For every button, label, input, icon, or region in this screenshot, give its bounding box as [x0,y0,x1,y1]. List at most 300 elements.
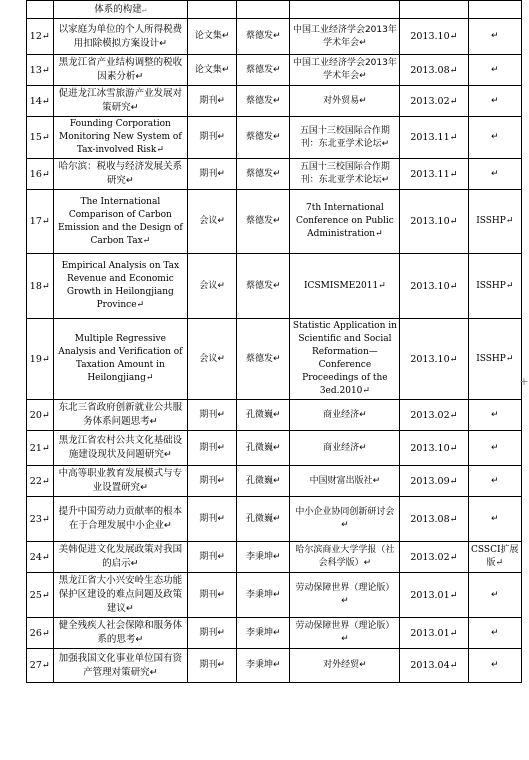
table-cell-no[interactable] [27,254,54,319]
paragraph-mark: ↵ [41,442,50,454]
paragraph-mark: ↵ [217,475,225,486]
cell-text: 黑龙江省大小兴安岭生态功能保护区建设的难点问题及政策建议 [58,575,183,614]
table-row [27,466,522,497]
table-cell-source[interactable] [290,86,400,117]
paragraph-mark: ↵ [273,280,281,291]
table-cell-date[interactable] [400,254,468,319]
table-cell-source[interactable] [290,159,400,190]
table-cell-no[interactable] [27,431,54,466]
table-cell-date[interactable] [400,190,468,254]
table-cell-date[interactable] [400,1,468,19]
cell-text: 孔微巍 [246,513,274,524]
table-row [27,254,522,319]
cell-text: 15 [29,132,42,143]
paragraph-mark: ↵ [359,37,367,48]
table-cell-type[interactable] [188,542,237,573]
paragraph-mark: ↵ [41,475,50,487]
cell-text: 哈尔滨：税收与经济发展关系研究 [58,161,183,186]
table-cell-date[interactable] [400,400,468,431]
paragraph-mark: ↵ [491,168,499,179]
table-cell-type[interactable] [188,1,237,19]
paragraph-mark: ↵ [130,102,139,113]
cell-text: Multiple Regressive Analysis and Verification of Taxation Amount in Heilongjiang [58,334,183,383]
paragraph-mark: ↵ [375,229,383,239]
cell-text: 中国工业经济学会2013年学术年会 [292,58,397,81]
cell-text: 东北三省政府创新就业公共服务体系问题思考 [58,402,183,427]
table-cell-note[interactable] [468,86,521,117]
table-cell-title[interactable] [53,400,187,431]
table-row [27,573,522,618]
cell-text: 期刊 [199,475,218,486]
table-row [27,431,522,466]
table-cell-title[interactable] [53,431,187,466]
cell-text: 李秉坤 [246,551,274,562]
cell-text: 哈尔滨商业大学学报（社会科学版） [295,545,395,568]
table-cell-source[interactable] [290,573,400,618]
table-cell-type[interactable] [188,573,237,618]
paragraph-mark: ↵ [221,64,230,75]
table-cell-date[interactable] [400,497,468,542]
paragraph-mark: ↵ [130,558,139,569]
cell-text: 16 [29,168,42,180]
cell-text: 2013.11 [410,168,450,180]
cell-text: 20 [29,409,42,421]
cell-text: 25 [29,589,42,601]
table-cell-title[interactable] [53,86,187,117]
paragraph-mark: ↵ [378,280,386,291]
cell-text: 7th International Conference on Public Administration [295,203,394,239]
table-cell-source[interactable] [290,19,400,55]
publication-table-body [27,1,522,683]
cell-text: Empirical Analysis on Tax Revenue and Economic Growth in Heilongjiang Province [61,261,180,310]
table-cell-source[interactable] [290,431,400,466]
paragraph-mark: ↵ [217,353,225,364]
table-cell-source[interactable] [290,190,400,254]
table-row [27,55,522,86]
paragraph-mark: ↵ [41,280,50,292]
publication-table [26,0,522,683]
table-cell-author[interactable] [237,618,290,649]
paragraph-mark: ↵ [41,551,50,563]
table-cell-type[interactable] [188,466,237,497]
table-cell-no[interactable] [27,542,54,573]
table-row [27,86,522,117]
table-cell-note[interactable] [468,19,521,55]
paragraph-mark: ↵ [41,64,50,76]
paragraph-mark: ↵ [149,416,158,427]
table-cell-source[interactable] [290,55,400,86]
table-cell-type[interactable] [188,19,237,55]
table-row [27,649,522,683]
table-cell-no[interactable] [27,1,54,19]
table-cell-source[interactable] [290,649,400,683]
table-cell-source[interactable] [290,618,400,649]
paragraph-mark: ↵ [341,520,349,530]
table-cell-type[interactable] [188,254,237,319]
paragraph-mark: ↵ [273,409,281,420]
cell-text: 黑龙江省农村公共文化基础设施建设现状及问题研究 [58,435,183,460]
table-cell-note[interactable] [468,573,521,618]
table-row [27,1,522,19]
cell-text: 期刊 [199,551,218,562]
paragraph-mark: ↵ [145,373,154,383]
table-cell-author[interactable] [237,573,290,618]
cell-text: 2013.10 [410,353,450,365]
table-cell-no[interactable] [27,19,54,55]
cell-text: 中小企业协同创新研讨会 [295,507,395,517]
table-cell-author[interactable] [237,190,290,254]
cell-text: 提升中国劳动力贡献率的根本在于合理发展中小企业 [58,506,183,531]
table-cell-no[interactable] [27,400,54,431]
cell-text: 期刊 [199,95,218,106]
table-cell-source[interactable] [290,542,400,573]
cell-text: 劳动保障世界（理论版） [295,621,395,631]
cell-text: 2013.01 [410,627,450,639]
paragraph-mark: ↵ [273,442,281,453]
table-cell-author[interactable] [237,55,290,86]
cell-text: 中国财富出版社 [309,475,373,486]
paragraph-mark: ↵ [491,132,499,142]
paragraph-mark: ↵ [149,666,158,678]
cell-text: 对外经贸 [323,660,360,670]
table-cell-no[interactable] [27,497,54,542]
table-cell-date[interactable] [400,19,468,55]
cell-text: 期刊 [199,589,218,600]
cell-text: 2013.10 [410,216,450,227]
table-cell-author[interactable] [237,400,290,431]
cell-text: 商业经济 [323,409,360,420]
table-cell-no[interactable] [27,649,54,683]
paragraph-mark: ↵ [273,551,281,562]
table-cell-note[interactable] [468,159,521,190]
paragraph-mark: ↵ [273,168,281,179]
cell-text: ISSHP [476,353,506,364]
table-cell-no[interactable] [27,190,54,254]
cell-text: 会议 [199,280,218,291]
paragraph-mark: ↵ [449,280,458,292]
cell-text: ICSMISME2011 [304,280,379,291]
table-row [27,618,522,649]
table-cell-title[interactable] [53,542,187,573]
paragraph-mark: ↵ [221,31,230,41]
table-cell-date[interactable] [400,159,468,190]
paragraph-mark: ↵ [505,216,514,226]
table-cell-type[interactable] [188,431,237,466]
paragraph-mark: ↵ [491,513,499,524]
paragraph-mark: ↵ [135,634,144,645]
table-cell-author[interactable] [237,497,290,542]
table-cell-title[interactable] [53,573,187,618]
paragraph-mark: ↵ [491,442,499,453]
cell-text: 蔡德发 [246,132,274,142]
cell-text: 李秉坤 [246,627,274,638]
table-cell-source[interactable] [290,400,400,431]
paragraph-mark: ↵ [217,95,225,106]
table-cell-type[interactable] [188,190,237,254]
paragraph-mark: ↵ [341,634,349,644]
paragraph-mark: ↵ [273,31,281,41]
cell-text: 孔微巍 [246,475,274,486]
paragraph-mark: ↵ [217,442,225,453]
table-cell-no[interactable] [27,319,54,400]
paragraph-mark: ↵ [41,95,50,107]
paragraph-mark: ↵ [217,168,225,179]
table-cell-title[interactable] [53,159,187,190]
paragraph-mark: ↵ [449,353,458,365]
table-cell-no[interactable] [27,55,54,86]
table-cell-title[interactable] [53,466,187,497]
table-cell-title[interactable] [53,19,187,55]
cell-text: 2013.08 [410,513,450,525]
paragraph-mark: ↵ [140,482,149,493]
table-cell-note[interactable] [468,466,521,497]
table-cell-author[interactable] [237,254,290,319]
table-cell-no[interactable] [27,117,54,159]
table-cell-date[interactable] [400,466,468,497]
table-row [27,497,522,542]
cell-text: Statistic Application in Scientific and Social Reformation—Conference Proceedings of the 3ed.2010 [292,321,397,396]
paragraph-mark: ↵ [273,627,281,638]
cell-text: 19 [29,353,42,365]
table-cell-source[interactable] [290,319,400,400]
cell-text: 2013.02 [410,95,450,107]
cell-text: 促进龙江冰雪旅游产业发展对策研究 [58,88,183,113]
table-cell-source[interactable] [290,117,400,159]
cell-text: 12 [29,31,42,42]
table-cell-note[interactable] [468,117,521,159]
table-cell-note[interactable] [468,254,521,319]
cell-text: 李秉坤 [246,660,274,670]
table-row [27,319,522,400]
cell-text: 蔡德发 [246,31,274,41]
table-cell-date[interactable] [400,573,468,618]
table-cell-type[interactable] [188,400,237,431]
table-cell-date[interactable] [400,55,468,86]
paragraph-mark: ↵ [273,64,281,75]
table-cell-date[interactable] [400,86,468,117]
table-cell-type[interactable] [188,649,237,683]
table-cell-source[interactable] [290,497,400,542]
paragraph-mark: ↵ [217,409,225,420]
cell-text: 24 [29,551,42,563]
table-cell-author[interactable] [237,319,290,400]
cell-text: The International Comparison of Carbon Emission and the Design of Carbon Tax [57,196,183,246]
paragraph-mark: ↵ [363,558,372,568]
table-cell-type[interactable] [188,55,237,86]
table-cell-author[interactable] [237,1,290,19]
cell-text: 李秉坤 [246,589,274,600]
table-cell-no[interactable] [27,159,54,190]
paragraph-mark: ↵ [505,280,514,291]
cell-text: CSSCI扩展版 [471,545,519,568]
table-cell-author[interactable] [237,19,290,55]
cell-text: 2013.10 [410,31,450,42]
cell-text: 13 [29,64,42,76]
table-row [27,19,522,55]
table-cell-date[interactable] [400,117,468,159]
table-cell-source[interactable] [290,254,400,319]
table-cell-no[interactable] [27,86,54,117]
cell-text: 美韩促进文化发展政策对我国的启示 [58,544,183,569]
cell-text: 26 [29,627,42,639]
cell-text: 期刊 [199,442,218,453]
table-cell-note[interactable] [468,400,521,431]
table-row [27,190,522,254]
cell-text: 期刊 [199,132,218,142]
cell-text: 论文集 [194,31,222,41]
paragraph-mark: ↵ [449,132,458,143]
paragraph-mark: ↵ [491,475,499,486]
table-cell-title[interactable] [53,190,187,254]
paragraph-mark: ↵ [217,216,225,226]
cell-text: 27 [29,660,42,671]
paragraph-mark: ↵ [273,353,281,364]
paragraph-mark: ↵ [273,95,281,106]
paragraph-mark: ↵ [449,513,458,525]
table-cell-title[interactable] [53,649,187,683]
paragraph-mark: ↵ [41,660,50,671]
table-cell-type[interactable] [188,618,237,649]
cell-text: 14 [29,95,42,107]
paragraph-mark: ↵ [217,551,225,562]
paragraph-mark: ↵ [41,31,50,42]
table-cell-note[interactable] [468,618,521,649]
cell-text: 蔡德发 [246,353,274,364]
table-cell-note[interactable] [468,542,521,573]
table-cell-date[interactable] [400,618,468,649]
table-cell-author[interactable] [237,466,290,497]
table-cell-no[interactable] [27,573,54,618]
table-cell-no[interactable] [27,466,54,497]
cell-text: 会议 [199,216,218,226]
paragraph-mark: ↵ [449,442,458,454]
paragraph-mark: ↵ [163,449,172,460]
paragraph-mark: ↵ [449,589,458,601]
table-cell-author[interactable] [237,86,290,117]
paragraph-mark: ↵ [505,353,514,364]
table-cell-date[interactable] [400,542,468,573]
cell-text: 孔微巍 [246,442,274,453]
table-cell-title[interactable] [53,497,187,542]
paragraph-mark: ↵ [449,216,458,227]
paragraph-mark: ↵ [491,95,499,106]
add-row-button[interactable]: + [519,375,529,388]
table-cell-author[interactable] [237,542,290,573]
table-cell-date[interactable] [400,319,468,400]
table-cell-source[interactable] [290,1,400,19]
table-cell-note[interactable] [468,190,521,254]
table-cell-type[interactable] [188,497,237,542]
table-cell-note[interactable] [468,1,521,19]
table-cell-title[interactable] [53,117,187,159]
paragraph-mark: ↵ [359,71,367,81]
cell-text: 17 [29,216,42,227]
table-cell-note[interactable] [468,55,521,86]
table-cell-type[interactable] [188,86,237,117]
paragraph-mark: ↵ [359,660,367,670]
table-cell-type[interactable] [188,319,237,400]
paragraph-mark: ↵ [359,95,367,106]
table-cell-date[interactable] [400,431,468,466]
cell-text: 2013.02 [410,409,450,421]
paragraph-mark: ↵ [159,37,168,49]
paragraph-mark: ↵ [217,280,225,291]
table-cell-note[interactable] [468,431,521,466]
table-cell-note[interactable] [468,649,521,683]
table-cell-title[interactable] [53,55,187,86]
cell-text: 2013.01 [410,589,450,601]
paragraph-mark: ↵ [217,589,225,600]
cell-text: 21 [29,442,42,454]
table-cell-title[interactable] [53,254,187,319]
table-cell-no[interactable] [27,618,54,649]
paragraph-mark: ↵ [359,409,367,420]
cell-text: 2013.08 [410,64,450,76]
paragraph-mark: ↵ [491,627,499,638]
table-cell-type[interactable] [188,117,237,159]
paragraph-mark: ↵ [495,558,504,568]
table-cell-note[interactable] [468,497,521,542]
table-row [27,159,522,190]
table-cell-author[interactable] [237,431,290,466]
paragraph-mark: ↵ [449,551,458,563]
cell-text: 五国十三校国际合作期刊：东北亚学术论坛 [299,162,390,185]
cell-text: 期刊 [199,409,218,420]
paragraph-mark: ↵ [341,596,349,606]
cell-text: 五国十三校国际合作期刊：东北亚学术论坛 [299,125,390,149]
table-cell-source[interactable] [290,466,400,497]
paragraph-mark: ↵ [156,145,164,155]
cell-text: ISSHP [476,216,506,226]
paragraph-mark: ↵ [41,409,50,421]
table-cell-type[interactable] [188,159,237,190]
paragraph-mark: ↵ [125,603,134,614]
cell-text: 蔡德发 [246,64,274,75]
paragraph-mark: ↵ [217,627,225,638]
cell-text: 会议 [199,353,218,364]
paragraph-mark: ↵ [217,132,225,142]
paragraph-mark: ↵ [41,589,50,601]
paragraph-mark: ↵ [273,475,281,486]
cell-text: 2013.04 [410,660,450,671]
cell-text: 2013.10 [410,280,450,292]
table-cell-note[interactable] [468,319,521,400]
paragraph-mark: ↵ [372,475,381,486]
table-cell-title[interactable] [53,319,187,400]
cell-text: 期刊 [199,660,218,670]
paragraph-mark: ↵ [41,168,50,180]
paragraph-mark: ↵ [359,442,367,453]
cell-text: 中高等职业教育发展模式与专业设置研究 [58,468,183,493]
cell-text: 期刊 [199,513,218,524]
table-cell-date[interactable] [400,649,468,683]
paragraph-mark: ↵ [163,520,172,531]
table-cell-title[interactable] [53,618,187,649]
cell-text: 2013.02 [410,551,450,563]
paragraph-mark: ↵ [449,64,458,76]
table-cell-author[interactable] [237,649,290,683]
paragraph-mark: ↵ [41,627,50,639]
cell-text: 23 [29,513,42,525]
paragraph-mark: ↵ [381,175,390,185]
paragraph-mark: ↵ [217,513,225,524]
cell-text: 期刊 [199,627,218,638]
table-cell-author[interactable] [237,117,290,159]
paragraph-mark: ↵ [491,589,499,600]
cell-text: 22 [29,475,42,487]
table-cell-title[interactable]: 体系的构建↵ [53,1,187,19]
table-cell-author[interactable] [237,159,290,190]
